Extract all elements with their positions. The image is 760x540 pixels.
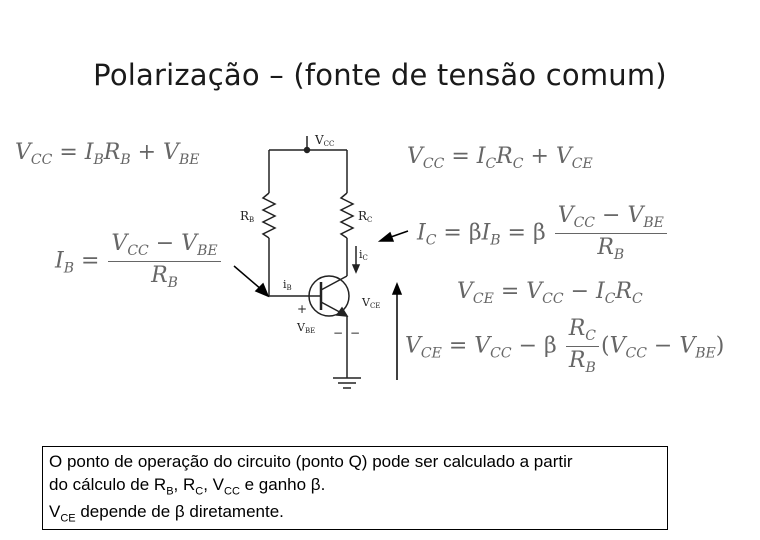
equation-vcc-collector-loop: $V_{CC} = I_CR_C + V_{CE}$ bbox=[407, 144, 593, 172]
equation-ib: $I_B$ = $\frac{V_{CC} - V_{BE}}{R_B}$ bbox=[55, 233, 223, 290]
note-line-3: $V_{CE}$ depende de β diretamente. bbox=[49, 502, 284, 525]
equation-vce-beta: $V_{CE} = V_{CC} - \beta$ $\frac{R_C}{R_B}$ $(V_{CC} - V_{BE})$ bbox=[405, 316, 725, 376]
equation-vce: $V_{CE} = V_{CC} - I_CR_C$ bbox=[457, 279, 643, 307]
slide-title: Polarização – (fonte de tensão comum) bbox=[93, 58, 667, 92]
fraction: $\frac{V_{CC} - V_{BE}}{R_B}$ bbox=[108, 233, 220, 290]
vbe-minus-sign: − bbox=[333, 326, 344, 340]
arrow-to-base-loop bbox=[234, 266, 262, 290]
note-line-1: O ponto de operação do circuito (ponto Q) pode ser calculado a partir bbox=[49, 452, 573, 471]
rb-label: RB bbox=[240, 209, 255, 224]
note-box bbox=[42, 446, 668, 530]
fraction: $\frac{R_C}{R_B}$ bbox=[566, 318, 599, 375]
vbe-label: VBE bbox=[297, 321, 316, 335]
vbe-plus-sign: + bbox=[297, 302, 308, 316]
arrow-vce-vertical-head bbox=[393, 284, 401, 294]
vcc-label: VCC bbox=[315, 133, 335, 148]
equation-vcc-base-loop: $V_{CC} = I_BR_B + V_{BE}$ bbox=[15, 140, 200, 168]
vce-label: VCE bbox=[362, 296, 381, 310]
equation-ic: $I_C = \beta I_B = \beta$ $\frac{V_{CC} - V_{BE}}{R_B}$ bbox=[417, 205, 669, 262]
note-line-2: do cálculo de $R_B$, $R_C$, $V_{CC}$ e ganho β. bbox=[49, 475, 326, 498]
arrow-to-collector-head bbox=[380, 233, 393, 241]
vce-minus-sign: − bbox=[350, 326, 361, 340]
fraction: $\frac{V_{CC} - V_{BE}}{R_B}$ bbox=[555, 205, 667, 262]
ic-label: iC bbox=[359, 248, 368, 262]
rc-label: RC bbox=[358, 209, 373, 224]
ib-label: iB bbox=[283, 278, 292, 292]
